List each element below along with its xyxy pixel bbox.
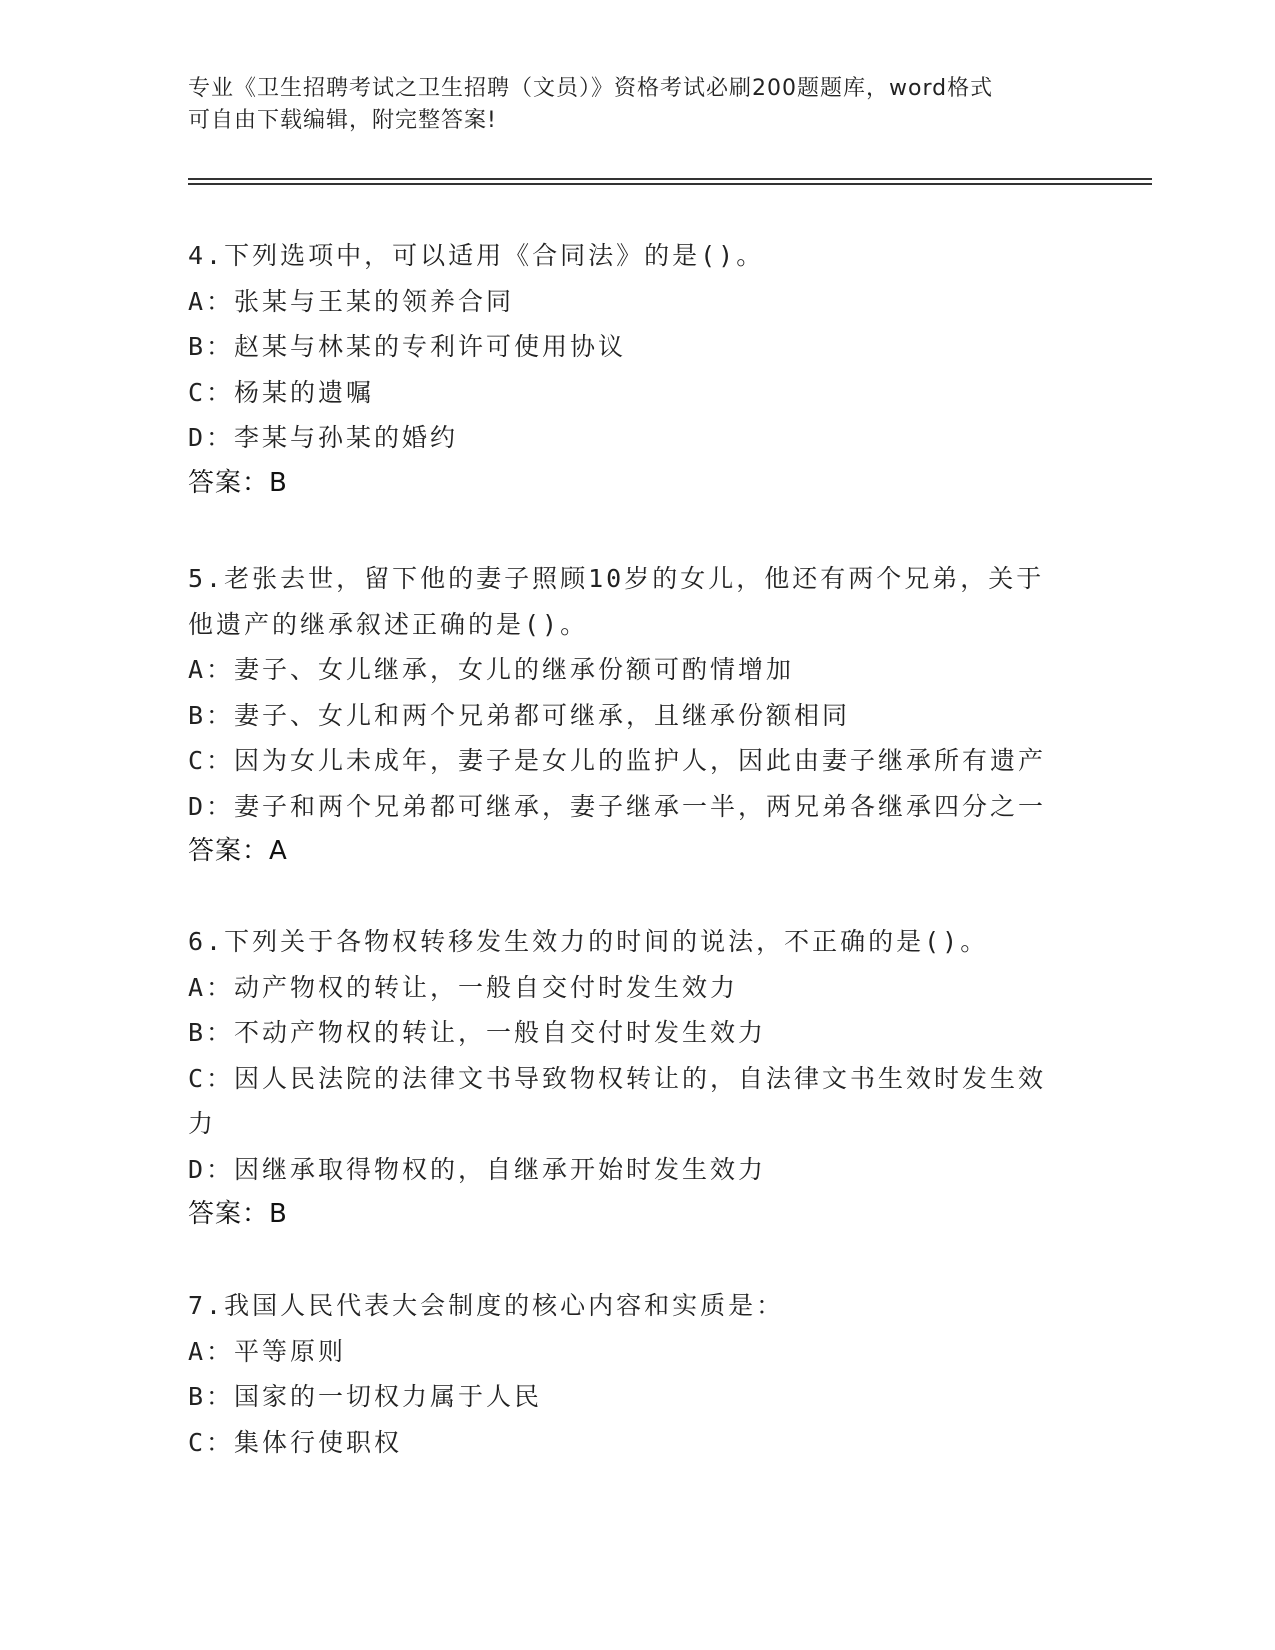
header-line: 可自由下载编辑，附完整答案! — [188, 108, 497, 133]
option-c: C：因为女儿未成年，妻子是女儿的监护人，因此由妻子继承所有遗产 — [188, 746, 1047, 775]
question-7 — [188, 1283, 1088, 1465]
question-4 — [188, 233, 1088, 506]
question-6 — [188, 919, 1088, 1238]
question-stem: 7.我国人民代表大会制度的核心内容和实质是： — [188, 1291, 785, 1320]
answer-label: 答案：A — [188, 836, 288, 866]
option-c: C：集体行使职权 — [188, 1427, 403, 1457]
question-5 — [188, 556, 1088, 875]
option-b: B：不动产物权的转让，一般自交付时发生效力 — [188, 1018, 767, 1047]
option-a: A：妻子、女儿继承，女儿的继承份额可酌情增加 — [188, 655, 795, 684]
document-header — [188, 73, 1088, 137]
option-b: B：国家的一切权力属于人民 — [188, 1382, 543, 1411]
answer-label: 答案：B — [188, 1199, 288, 1229]
option-d: D：李某与孙某的婚约 — [188, 423, 459, 452]
option-a: A：动产物权的转让，一般自交付时发生效力 — [188, 972, 739, 1002]
question-stem: 5.老张去世，留下他的妻子照顾10岁的女儿，他还有两个兄弟，关于 — [188, 564, 1045, 593]
option-b: B：妻子、女儿和两个兄弟都可继承，且继承份额相同 — [188, 700, 851, 730]
answer-label: 答案：B — [188, 467, 288, 498]
question-stem: 他遗产的继承叙述正确的是()。 — [188, 609, 589, 639]
header-line: 专业《卫生招聘考试之卫生招聘（文员）》资格考试必刷200题题库，word格式 — [188, 76, 994, 101]
option-d: D：妻子和两个兄弟都可继承，妻子继承一半，两兄弟各继承四分之一 — [188, 791, 1047, 821]
header-divider — [188, 183, 1152, 185]
option-d: D：因继承取得物权的，自继承开始时发生效力 — [188, 1154, 767, 1184]
option-c: C：杨某的遗嘱 — [188, 377, 375, 407]
question-stem: 6.下列关于各物权转移发生效力的时间的说法，不正确的是()。 — [188, 927, 989, 956]
option-a: A：平等原则 — [188, 1336, 347, 1366]
header-divider — [188, 178, 1152, 180]
option-b: B：赵某与林某的专利许可使用协议 — [188, 332, 627, 361]
option-c: 力 — [188, 1109, 217, 1138]
question-stem: 4.下列选项中，可以适用《合同法》的是()。 — [188, 241, 765, 270]
option-c: C：因人民法院的法律文书导致物权转让的，自法律文书生效时发生效 — [188, 1063, 1047, 1093]
option-a: A：张某与王某的领养合同 — [188, 286, 515, 316]
